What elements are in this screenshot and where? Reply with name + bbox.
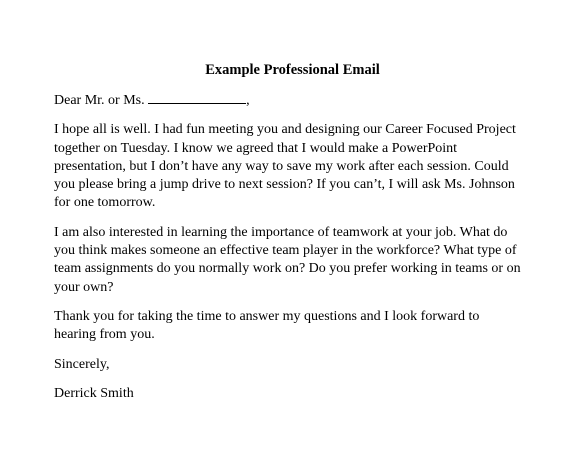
signature-line: Derrick Smith [54, 385, 134, 401]
paragraph-line: Thank you for taking the time to answer my questions and I look forward to [54, 308, 480, 324]
paragraph-line: team assignments do you normally work on? Do you prefer working in teams or on [54, 261, 521, 277]
document-title: Example Professional Email [205, 62, 380, 78]
paragraph-line: you please bring a jump drive to next session? If you can’t, I will ask Ms. Johnson [54, 177, 515, 193]
paragraph-line: you think makes someone an effective team player in the workforce? What type of [54, 243, 517, 259]
name-blank-line [148, 92, 246, 104]
paragraph-line: I hope all is well. I had fun meeting you and designing our Career Focused Project [54, 122, 516, 138]
paragraph-line: I am also interested in learning the importance of teamwork at your job. What do [54, 224, 508, 240]
email-body [54, 92, 564, 403]
paragraph-line: your own? [54, 279, 114, 295]
paragraph-line: for one tomorrow. [54, 195, 156, 211]
greeting-suffix: , [246, 93, 250, 108]
greeting-line [54, 92, 564, 110]
paragraph-2 [54, 224, 564, 297]
paragraph-line: together on Tuesday. I know we agreed that I would make a PowerPoint [54, 140, 458, 156]
closing-line: Sincerely, [54, 356, 110, 372]
greeting-prefix: Dear Mr. or Ms. [54, 93, 149, 108]
paragraph-1 [54, 121, 564, 212]
paragraph-3 [54, 308, 564, 345]
paragraph-line: hearing from you. [54, 327, 155, 343]
paragraph-line: presentation, but I don’t have any way to save my work after each session. Could [54, 158, 509, 174]
